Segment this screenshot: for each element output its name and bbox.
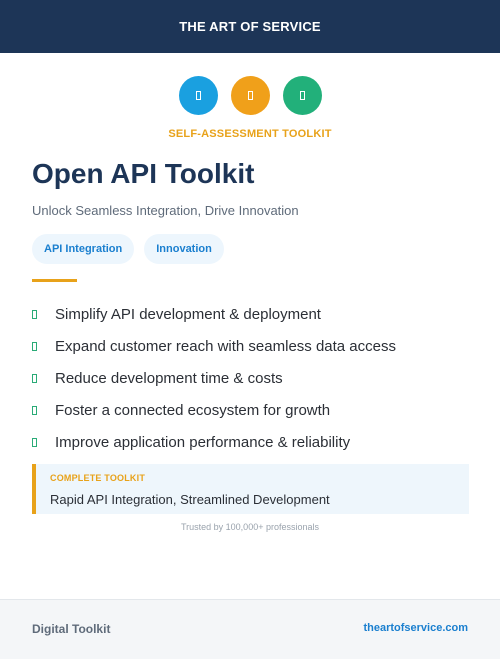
placeholder-glyph-icon xyxy=(196,91,201,100)
accent-divider xyxy=(32,279,77,282)
brand-name: THE ART OF SERVICE xyxy=(179,19,321,34)
benefit-text: Simplify API development & deployment xyxy=(55,305,321,323)
trust-statement: Trusted by 100,000+ professionals xyxy=(180,522,319,532)
callout-label: COMPLETE TOOLKIT xyxy=(50,473,146,483)
orange-circle-icon xyxy=(231,76,270,115)
placeholder-glyph-icon xyxy=(300,91,305,100)
tag-list xyxy=(32,234,224,264)
website-link[interactable]: theartofservice.com xyxy=(363,622,468,634)
benefit-list xyxy=(32,298,396,458)
list-item xyxy=(32,362,396,394)
list-item xyxy=(32,426,396,458)
footer-label: Digital Toolkit xyxy=(32,622,111,636)
callout-text: Rapid API Integration, Streamlined Development xyxy=(50,492,330,507)
check-icon xyxy=(32,374,37,383)
check-icon xyxy=(32,406,37,415)
benefit-text: Expand customer reach with seamless data access xyxy=(55,337,396,355)
tag-api-integration: API Integration xyxy=(32,234,134,264)
subtitle: Unlock Seamless Integration, Drive Innovation xyxy=(32,203,299,218)
toolkit-callout xyxy=(32,464,469,514)
list-item xyxy=(32,394,396,426)
check-icon xyxy=(32,310,37,319)
header-bar xyxy=(0,0,500,53)
benefit-text: Foster a connected ecosystem for growth xyxy=(55,401,331,419)
benefit-text: Improve application performance & reliability xyxy=(55,433,351,451)
list-item xyxy=(32,330,396,362)
placeholder-glyph-icon xyxy=(248,91,253,100)
page-title: Open API Toolkit xyxy=(32,158,255,189)
kicker-label: SELF-ASSESSMENT TOOLKIT xyxy=(168,128,332,140)
icon-row xyxy=(0,76,500,115)
list-item xyxy=(32,298,396,330)
check-icon xyxy=(32,438,37,447)
tag-innovation: Innovation xyxy=(144,234,224,264)
green-circle-icon xyxy=(283,76,322,115)
footer-bar xyxy=(0,599,500,659)
blue-circle-icon xyxy=(179,76,218,115)
benefit-text: Reduce development time & costs xyxy=(55,369,283,387)
check-icon xyxy=(32,342,37,351)
